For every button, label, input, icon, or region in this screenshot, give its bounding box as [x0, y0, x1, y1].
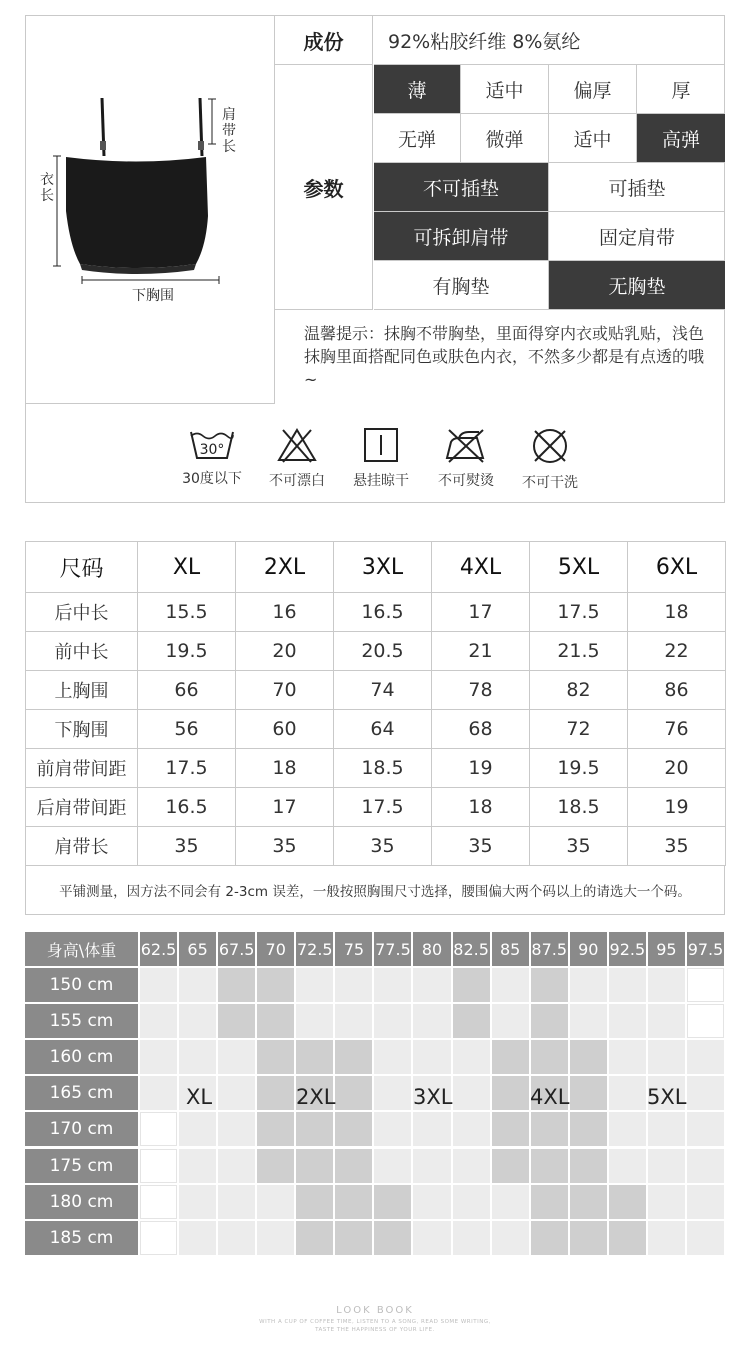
- fit-cell: [531, 1112, 570, 1148]
- size-column-header: XL: [138, 542, 236, 593]
- fit-cell: [453, 1221, 492, 1257]
- size-column-header: 6XL: [628, 542, 726, 593]
- fit-cell: [492, 1185, 531, 1221]
- weight-header: 90: [570, 932, 609, 968]
- fit-cell: [413, 1185, 452, 1221]
- fit-cell: [609, 1040, 648, 1076]
- fit-cell: [570, 1221, 609, 1257]
- measurement-value: 18: [236, 749, 334, 788]
- fit-cell: [257, 1004, 296, 1040]
- spec-option: 可插垫: [549, 163, 725, 212]
- measurement-value: 15.5: [138, 593, 236, 632]
- fit-cell: [335, 968, 374, 1004]
- measurement-value: 64: [334, 710, 432, 749]
- weight-header: 67.5: [218, 932, 257, 968]
- fit-cell: [218, 1185, 257, 1221]
- grid-corner-label: 身高\体重: [25, 932, 140, 968]
- care-item-no-bleach: [254, 404, 340, 490]
- composition-value: 92%粘胶纤维 8%氨纶: [374, 16, 725, 65]
- fit-cell: [257, 1185, 296, 1221]
- care-item-wash: [169, 404, 255, 488]
- lookbook-tagline-line: TASTE THE HAPPINESS OF YOUR LIFE.: [315, 1327, 435, 1333]
- strap-length-label: 肩带长: [222, 107, 236, 155]
- fit-cell: [374, 1004, 413, 1040]
- fit-cell: [140, 1112, 179, 1148]
- measurement-value: 21: [432, 632, 530, 671]
- table-row: [26, 671, 726, 710]
- fit-cell: [218, 1149, 257, 1185]
- measurement-value: 35: [138, 827, 236, 866]
- weight-header: 92.5: [609, 932, 648, 968]
- measurement-value: 60: [236, 710, 334, 749]
- fit-cell: [687, 968, 726, 1004]
- measurement-value: 35: [530, 827, 628, 866]
- height-row-label: 155 cm: [25, 1004, 140, 1040]
- measurement-value: 20: [236, 632, 334, 671]
- fit-cell: [453, 1149, 492, 1185]
- product-info-panel: [25, 15, 725, 503]
- fit-cell: [687, 1112, 726, 1148]
- measurement-name: 前肩带间距: [26, 749, 138, 788]
- fit-cell: [609, 1185, 648, 1221]
- measurement-value: 35: [432, 827, 530, 866]
- fit-size-label: 5XL: [647, 1085, 687, 1109]
- care-label-no-iron: 不可熨烫: [438, 473, 494, 489]
- fit-cell: [570, 1040, 609, 1076]
- fit-cell: [687, 1004, 726, 1040]
- fit-cell: [453, 1076, 492, 1112]
- fit-cell: [609, 1149, 648, 1185]
- table-row: [26, 710, 726, 749]
- measurement-value: 18.5: [334, 749, 432, 788]
- measurement-value: 16.5: [138, 788, 236, 827]
- fit-cell: [413, 1004, 452, 1040]
- fit-cell: [531, 1149, 570, 1185]
- care-item-hang-dry: [338, 404, 424, 490]
- weight-header: 65: [179, 932, 218, 968]
- weight-header: 70: [257, 932, 296, 968]
- spec-option: 高弹: [637, 114, 725, 163]
- fit-cell: [296, 1112, 335, 1148]
- fit-cell: [413, 1112, 452, 1148]
- fit-cell: [687, 1076, 726, 1112]
- fit-cell: [609, 1112, 648, 1148]
- measurement-name: 下胸围: [26, 710, 138, 749]
- fit-cell: [296, 1004, 335, 1040]
- measurement-value: 17: [432, 593, 530, 632]
- fit-cell: [296, 1185, 335, 1221]
- care-item-no-iron: [423, 404, 509, 490]
- no-iron-icon: [441, 426, 491, 464]
- fit-cell: [570, 1004, 609, 1040]
- fit-cell: [218, 1040, 257, 1076]
- fit-cell: [218, 1112, 257, 1148]
- fit-cell: [218, 1076, 257, 1112]
- fit-cell: [179, 1221, 218, 1257]
- fit-cell: [140, 1040, 179, 1076]
- fit-cell: [335, 1040, 374, 1076]
- fit-cell: [492, 1112, 531, 1148]
- spec-option: 微弹: [461, 114, 549, 163]
- lookbook-title: LOOK BOOK: [336, 1305, 414, 1316]
- fit-size-label: 4XL: [530, 1085, 570, 1109]
- measurement-value: 35: [628, 827, 726, 866]
- height-row-label: 180 cm: [25, 1185, 140, 1221]
- measurement-value: 17.5: [138, 749, 236, 788]
- fit-cell: [140, 1221, 179, 1257]
- wash-30-icon: [187, 426, 237, 462]
- fit-cell: [140, 1076, 179, 1112]
- weight-header: 97.5: [687, 932, 726, 968]
- lookbook-tagline-line: WITH A CUP OF COFFEE TIME, LISTEN TO A SONG, READ SOME WRITING,: [259, 1319, 491, 1325]
- fit-cell: [492, 1040, 531, 1076]
- fit-cell: [296, 968, 335, 1004]
- measurement-name: 后肩带间距: [26, 788, 138, 827]
- size-column-header: 3XL: [334, 542, 432, 593]
- measurement-value: 18: [432, 788, 530, 827]
- measurement-value: 56: [138, 710, 236, 749]
- fit-cell: [413, 1040, 452, 1076]
- measurement-value: 76: [628, 710, 726, 749]
- measurement-value: 21.5: [530, 632, 628, 671]
- spec-option: 不可插垫: [374, 163, 549, 212]
- fit-cell: [570, 1185, 609, 1221]
- measurement-value: 72: [530, 710, 628, 749]
- height-row-label: 150 cm: [25, 968, 140, 1004]
- fit-cell: [609, 1221, 648, 1257]
- fit-cell: [609, 1076, 648, 1112]
- fit-cell: [687, 1221, 726, 1257]
- weight-header: 95: [648, 932, 687, 968]
- fit-cell: [374, 1221, 413, 1257]
- fit-cell: [492, 1076, 531, 1112]
- garment-diagram: [26, 16, 275, 404]
- weight-header: 87.5: [531, 932, 570, 968]
- fit-cell: [531, 1040, 570, 1076]
- fit-cell: [687, 1040, 726, 1076]
- measurement-value: 19: [628, 788, 726, 827]
- fit-cell: [374, 1185, 413, 1221]
- fit-cell: [335, 1185, 374, 1221]
- weight-header: 72.5: [296, 932, 335, 968]
- fit-cell: [335, 1221, 374, 1257]
- measurement-value: 68: [432, 710, 530, 749]
- measurement-value: 19.5: [138, 632, 236, 671]
- size-column-header: 2XL: [236, 542, 334, 593]
- measurement-value: 17.5: [334, 788, 432, 827]
- measurement-name: 后中长: [26, 593, 138, 632]
- fit-cell: [335, 1112, 374, 1148]
- height-row-label: 165 cm: [25, 1076, 140, 1112]
- fit-cell: [257, 1221, 296, 1257]
- no-dry-clean-icon: [530, 426, 570, 466]
- spec-option: 薄: [374, 65, 461, 114]
- table-row: [26, 632, 726, 671]
- measurement-value: 19: [432, 749, 530, 788]
- height-row-label: 160 cm: [25, 1040, 140, 1076]
- weight-header: 85: [492, 932, 531, 968]
- care-label-wash: 30度以下: [182, 471, 242, 487]
- care-tip: 温馨提示：抹胸不带胸垫，里面得穿内衣或贴乳贴，浅色抹胸里面搭配同色或肤色内衣，不然多少都是有点透的哦~: [304, 324, 705, 389]
- fit-cell: [179, 1040, 218, 1076]
- measurement-value: 70: [236, 671, 334, 710]
- fit-cell: [179, 1004, 218, 1040]
- fit-cell: [257, 968, 296, 1004]
- table-row: [26, 827, 726, 866]
- fit-cell: [648, 968, 687, 1004]
- hang-dry-icon: [362, 426, 400, 464]
- table-row: [26, 749, 726, 788]
- fit-cell: [413, 1221, 452, 1257]
- fit-cell: [648, 1040, 687, 1076]
- fit-cell: [257, 1076, 296, 1112]
- care-label-no-bleach: 不可漂白: [269, 473, 325, 489]
- fit-cell: [687, 1185, 726, 1221]
- fit-cell: [570, 1076, 609, 1112]
- measurement-name: 前中长: [26, 632, 138, 671]
- spec-option: 适中: [549, 114, 637, 163]
- no-bleach-icon: [275, 426, 319, 464]
- fit-cell: [570, 1112, 609, 1148]
- fit-cell: [648, 1004, 687, 1040]
- size-column-header: 4XL: [432, 542, 530, 593]
- fit-size-label: 3XL: [413, 1085, 453, 1109]
- measurement-value: 78: [432, 671, 530, 710]
- care-item-no-dry-clean: [507, 404, 593, 492]
- measurement-value: 17.5: [530, 593, 628, 632]
- fit-cell: [218, 1221, 257, 1257]
- fit-cell: [453, 1004, 492, 1040]
- fit-cell: [609, 1004, 648, 1040]
- fit-cell: [492, 1221, 531, 1257]
- fit-cell: [179, 1149, 218, 1185]
- measurement-value: 86: [628, 671, 726, 710]
- table-row: [26, 788, 726, 827]
- measurement-value: 16.5: [334, 593, 432, 632]
- fit-cell: [531, 1185, 570, 1221]
- fit-cell: [570, 968, 609, 1004]
- fit-cell: [648, 1185, 687, 1221]
- garment-length-label: 衣长: [40, 172, 54, 204]
- height-row-label: 175 cm: [25, 1149, 140, 1185]
- fit-cell: [648, 1112, 687, 1148]
- measurement-value: 18: [628, 593, 726, 632]
- fit-cell: [257, 1112, 296, 1148]
- measurement-value: 82: [530, 671, 628, 710]
- fit-cell: [531, 1004, 570, 1040]
- fit-cell: [140, 1185, 179, 1221]
- spec-option: 偏厚: [549, 65, 637, 114]
- measurement-value: 22: [628, 632, 726, 671]
- measurement-note: 平铺测量，因方法不同会有 2-3cm 误差，一般按照胸围尺寸选择，腰围偏大两个码以上的请选大一个码。: [25, 865, 725, 915]
- table-row: [26, 593, 726, 632]
- fit-cell: [296, 1221, 335, 1257]
- underbust-label: 下胸围: [132, 288, 174, 304]
- weight-header: 80: [413, 932, 452, 968]
- spec-option: 无弹: [374, 114, 461, 163]
- fit-cell: [374, 968, 413, 1004]
- params-label: 参数: [275, 65, 373, 310]
- weight-header: 82.5: [453, 932, 492, 968]
- fit-cell: [492, 968, 531, 1004]
- fit-cell: [413, 1149, 452, 1185]
- measurement-value: 16: [236, 593, 334, 632]
- measurement-value: 74: [334, 671, 432, 710]
- fit-cell: [374, 1040, 413, 1076]
- fit-cell: [609, 968, 648, 1004]
- measurement-value: 19.5: [530, 749, 628, 788]
- fit-cell: [335, 1004, 374, 1040]
- size-table-header: [26, 542, 726, 593]
- fit-cell: [140, 1149, 179, 1185]
- fit-cell: [296, 1040, 335, 1076]
- fit-cell: [374, 1076, 413, 1112]
- fit-cell: [531, 1221, 570, 1257]
- size-header-label: 尺码: [26, 542, 138, 593]
- fit-cell: [296, 1149, 335, 1185]
- measurement-value: 18.5: [530, 788, 628, 827]
- fit-size-label: XL: [186, 1085, 213, 1109]
- composition-label: 成份: [275, 16, 373, 65]
- fit-cell: [531, 968, 570, 1004]
- spec-option: 有胸垫: [374, 261, 549, 310]
- weight-header: 77.5: [374, 932, 413, 968]
- tube-top-illustration: [26, 16, 275, 404]
- spec-option: 厚: [637, 65, 725, 114]
- fit-cell: [492, 1004, 531, 1040]
- fit-cell: [179, 1112, 218, 1148]
- care-label-hang-dry: 悬挂晾干: [353, 473, 409, 489]
- fit-cell: [648, 1221, 687, 1257]
- fit-cell: [687, 1149, 726, 1185]
- fit-cell: [453, 1112, 492, 1148]
- fit-cell: [648, 1149, 687, 1185]
- care-instructions: [26, 404, 724, 502]
- measurement-name: 上胸围: [26, 671, 138, 710]
- measurement-value: 66: [138, 671, 236, 710]
- fit-cell: [374, 1149, 413, 1185]
- fit-cell: [218, 968, 257, 1004]
- fit-cell: [218, 1004, 257, 1040]
- measurement-value: 20.5: [334, 632, 432, 671]
- size-column-header: 5XL: [530, 542, 628, 593]
- fit-cell: [453, 1040, 492, 1076]
- measurement-value: 35: [334, 827, 432, 866]
- spec-option: 固定肩带: [549, 212, 725, 261]
- measurement-value: 17: [236, 788, 334, 827]
- fit-cell: [453, 968, 492, 1004]
- measurement-value: 20: [628, 749, 726, 788]
- spec-option: 可拆卸肩带: [374, 212, 549, 261]
- fit-cell: [492, 1149, 531, 1185]
- height-row-label: 185 cm: [25, 1221, 140, 1257]
- fit-size-label: 2XL: [296, 1085, 336, 1109]
- fit-cell: [140, 968, 179, 1004]
- measurement-name: 肩带长: [26, 827, 138, 866]
- fit-cell: [335, 1076, 374, 1112]
- fit-cell: [335, 1149, 374, 1185]
- fit-cell: [257, 1040, 296, 1076]
- size-table: [25, 541, 726, 866]
- fit-cell: [453, 1185, 492, 1221]
- svg-text:30°: 30°: [199, 442, 225, 458]
- fit-cell: [179, 968, 218, 1004]
- fit-cell: [374, 1112, 413, 1148]
- height-row-label: 170 cm: [25, 1112, 140, 1148]
- height-weight-grid: [25, 932, 725, 1257]
- fit-cell: [257, 1149, 296, 1185]
- weight-header: 62.5: [140, 932, 179, 968]
- weight-header: 75: [335, 932, 374, 968]
- spec-option: 适中: [461, 65, 549, 114]
- lookbook-tagline: [0, 1318, 750, 1334]
- fit-cell: [570, 1149, 609, 1185]
- measurement-value: 35: [236, 827, 334, 866]
- fit-cell: [140, 1004, 179, 1040]
- spec-option: 无胸垫: [549, 261, 725, 310]
- fit-cell: [413, 968, 452, 1004]
- care-label-no-dry-clean: 不可干洗: [522, 475, 578, 491]
- fit-cell: [179, 1185, 218, 1221]
